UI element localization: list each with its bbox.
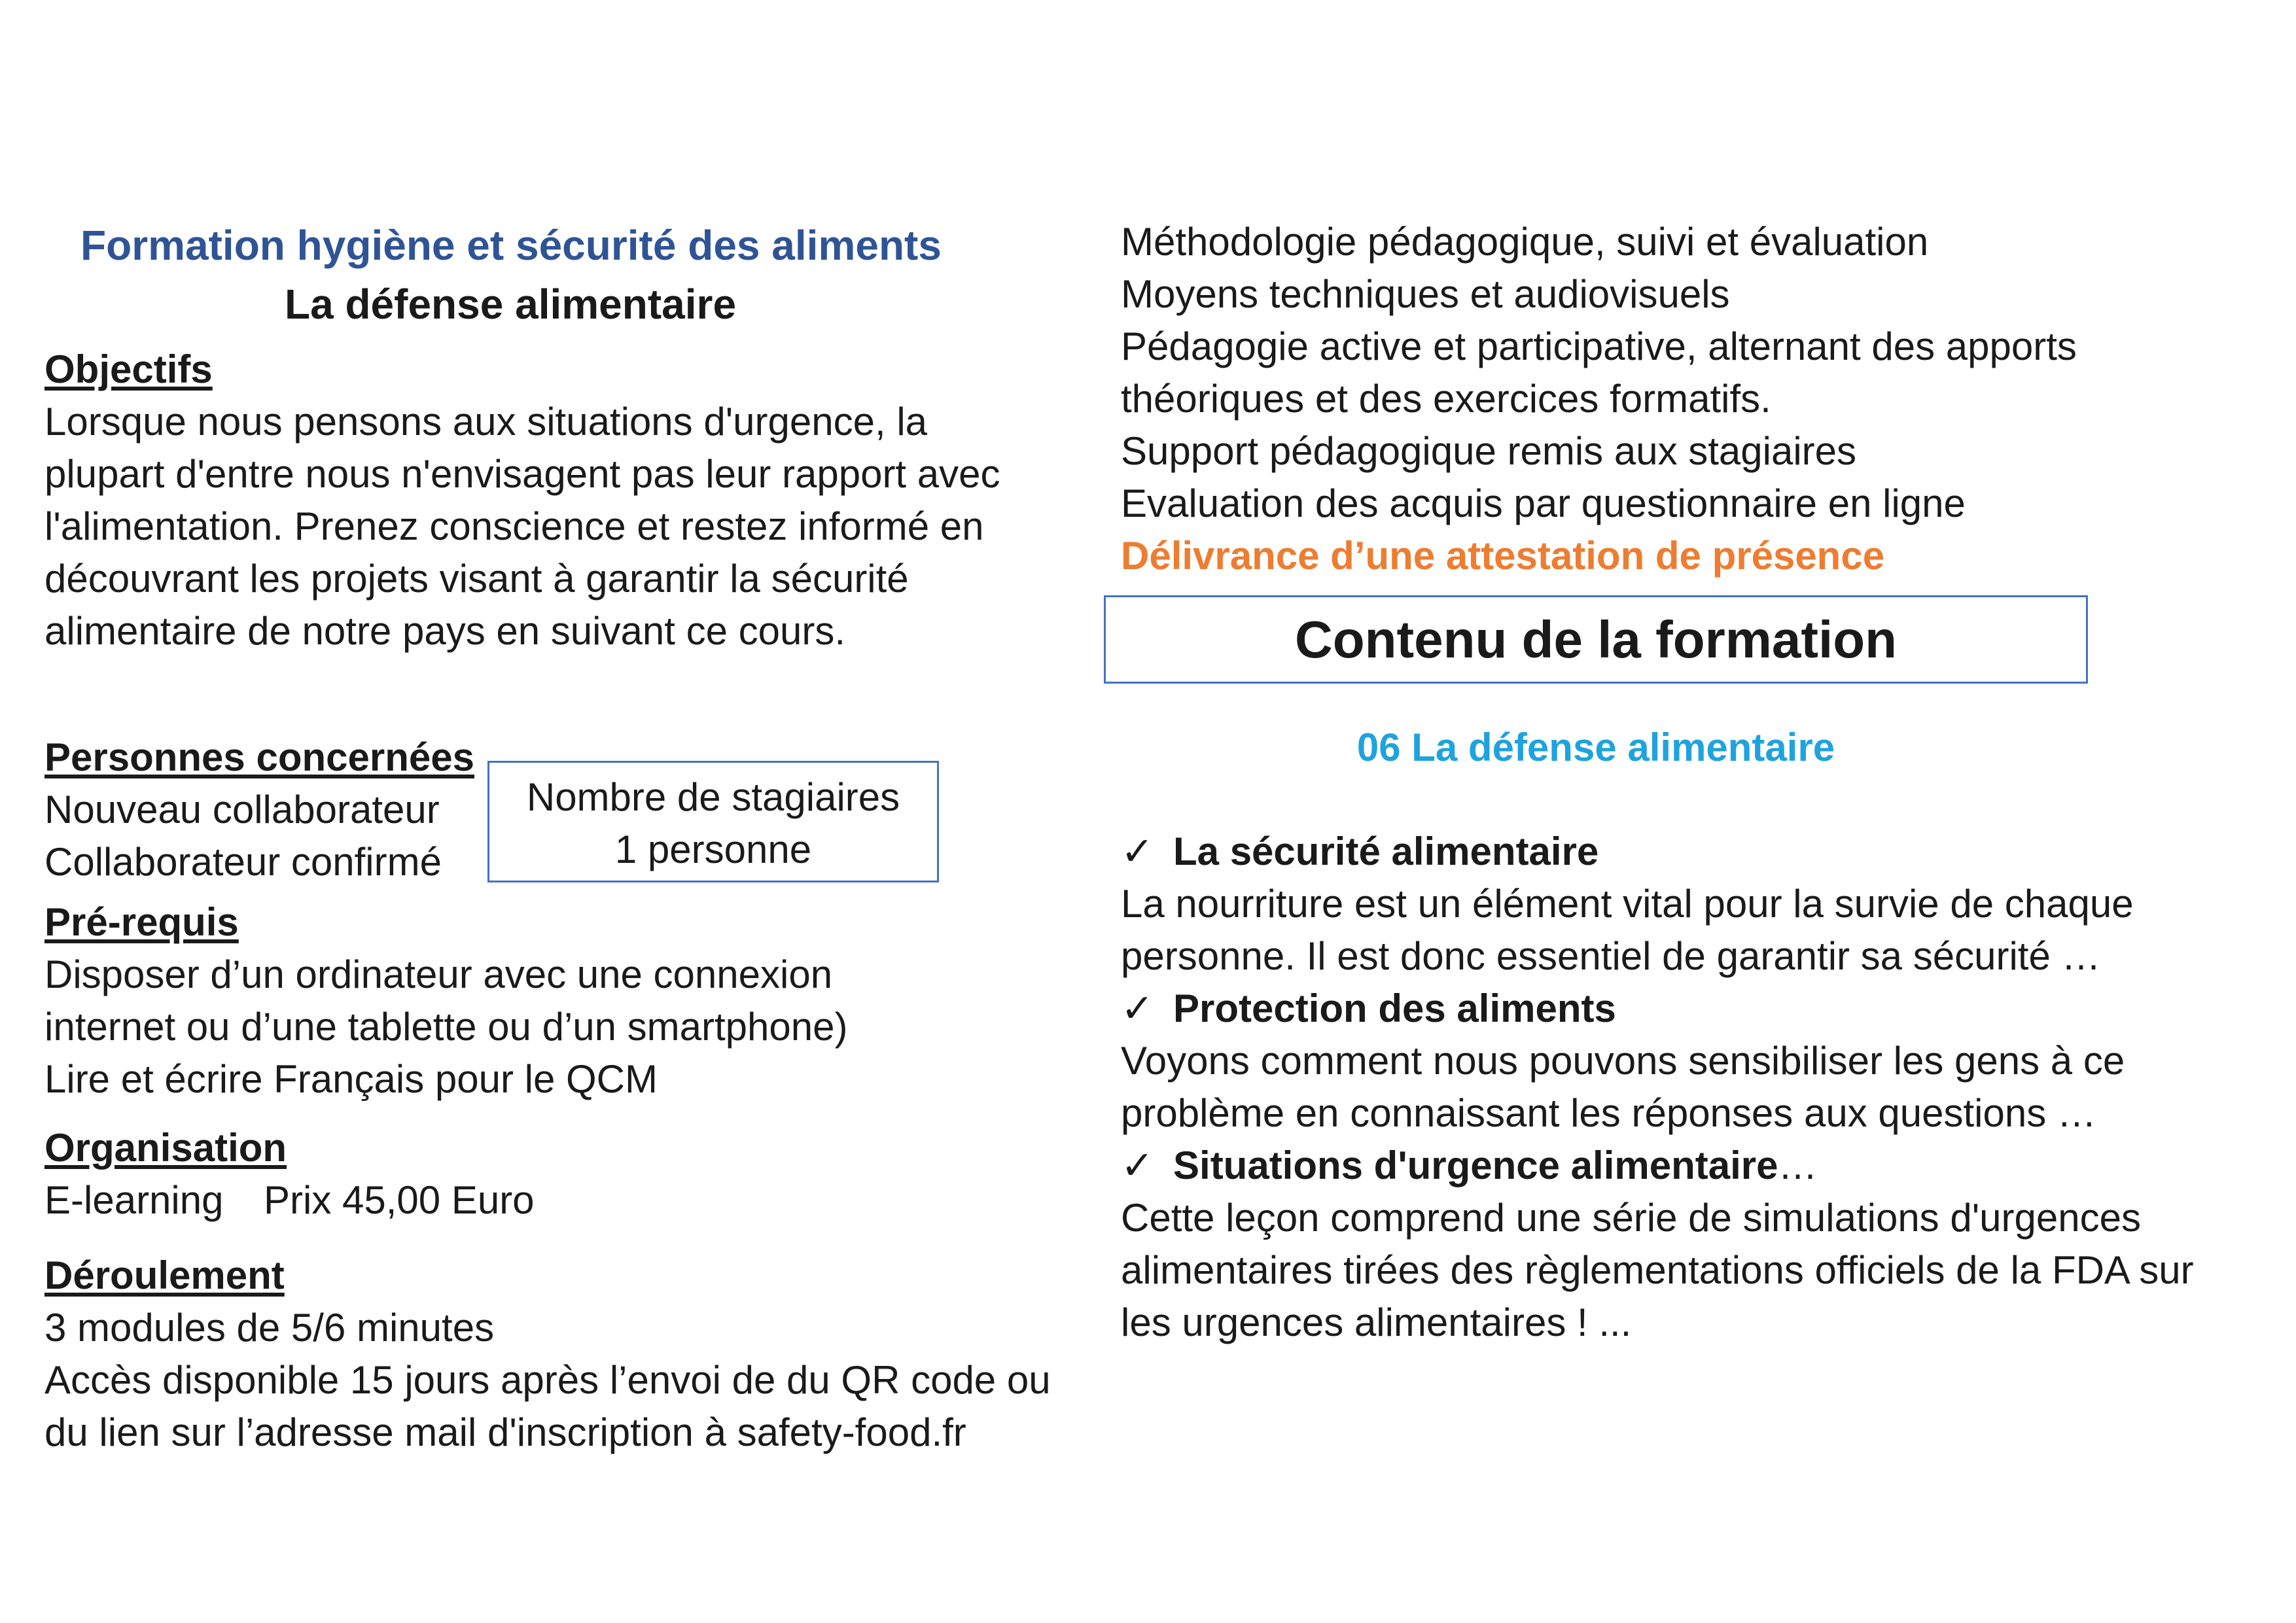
deroulement-line: 3 modules de 5/6 minutes [44,1306,495,1350]
personnes-item: Collaborateur confirmé [44,840,442,884]
prerequis-line: Disposer d’un ordinateur avec une connexion [44,952,833,996]
methodo-line: Support pédagogique remis aux stagiaires [1121,429,1857,473]
objectifs-line: Lorsque nous pensons aux situations d'urgence, la [44,400,928,444]
organisation-price: Prix 45,00 Euro [264,1178,535,1222]
organisation-heading: Organisation [44,1126,287,1170]
objectifs-line: l'alimentation. Prenez conscience et restez informé en [44,504,984,548]
deroulement-line: Accès disponible 15 jours après l’envoi de du QR code ou [44,1358,1051,1402]
prerequis-line: internet ou d’une tablette ou d’un smartphone) [44,1005,848,1049]
deroulement-line: du lien sur l’adresse mail d'inscription à safety-food.fr [44,1410,966,1454]
methodo-line: Méthodologie pédagogique, suivi et évaluation [1121,220,1929,264]
methodo-line: Evaluation des acquis par questionnaire en ligne [1121,481,1966,525]
objectifs-line: découvrant les projets visant à garantir la sécurité [44,557,909,601]
content-item-title: ✓ Protection des aliments [1121,983,1616,1035]
personnes-heading: Personnes concernées [44,735,474,779]
methodo-line: théoriques et des exercices formatifs. [1121,377,1771,421]
personnes-item: Nouveau collaborateur [44,788,440,831]
content-item-line: les urgences alimentaires ! ... [1121,1300,1632,1344]
document-title: Formation hygiène et sécurité des aliments [80,222,942,269]
objectifs-line: plupart d'entre nous n'envisagent pas leur rapport avec [44,452,1000,496]
methodo-line: Moyens techniques et audiovisuels [1121,272,1730,316]
checkmark-icon: ✓ [1121,986,1154,1030]
stagiaires-box [487,761,939,882]
content-item-line: Cette leçon comprend une série de simulations d'urgences [1121,1196,2142,1240]
prerequis-line: Lire et écrire Français pour le QCM [44,1057,658,1101]
content-item-title: ✓ La sécurité alimentaire [1121,826,1598,878]
checkmark-icon: ✓ [1121,1143,1154,1187]
document-subtitle: La défense alimentaire [284,281,737,328]
content-item-line: problème en connaissant les réponses aux questions … [1121,1091,2096,1135]
prerequis-heading: Pré-requis [44,900,239,944]
organisation-mode: E-learning [44,1178,224,1222]
contenu-title: Contenu de la formation [1295,610,1897,669]
objectifs-heading: Objectifs [44,347,213,391]
content-item-line: Voyons comment nous pouvons sensibiliser les gens à ce [1121,1039,2125,1083]
stagiaires-value: 1 personne [614,828,812,871]
content-item-title: ✓ Situations d'urgence alimentaire… [1121,1140,1818,1192]
attestation-highlight: Délivrance d’une attestation de présence [1121,534,1885,578]
methodo-line: Pédagogie active et participative, alternant des apports [1121,324,2077,368]
objectifs-line: alimentaire de notre pays en suivant ce cours. [44,609,845,653]
contenu-box [1104,595,2088,684]
content-item-line: La nourriture est un élément vital pour la survie de chaque [1121,882,2134,926]
content-item-line: personne. Il est donc essentiel de garantir sa sécurité … [1121,934,2101,978]
checkmark-icon: ✓ [1121,829,1154,873]
content-item-line: alimentaires tirées des règlementations officiels de la FDA sur [1121,1248,2194,1292]
stagiaires-label: Nombre de stagiaires [526,775,900,819]
module-title: 06 La défense alimentaire [1356,725,1835,769]
deroulement-heading: Déroulement [44,1253,285,1297]
